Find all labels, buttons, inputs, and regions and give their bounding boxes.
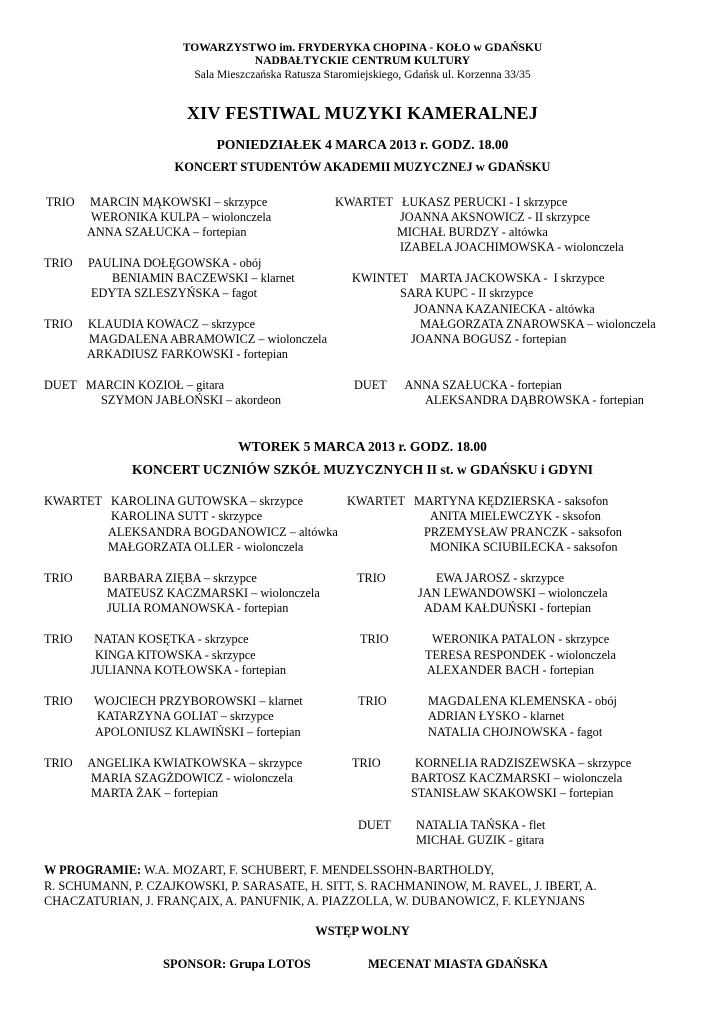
ensemble-line: EDYTA SZLESZYŃSKA – fagot xyxy=(91,286,258,300)
ensemble-line: PRZEMYSŁAW PRANCZK - saksofon xyxy=(424,525,622,539)
day1-subtitle: KONCERT STUDENTÓW AKADEMII MUZYCZNEJ w GDAŃSKU xyxy=(174,160,551,174)
ensemble-line: BENIAMIN BACZEWSKI – klarnet xyxy=(112,271,295,285)
ensemble-line: NATALIA TAŃSKA - flet xyxy=(416,818,546,832)
ensemble-line: MONIKA SCIUBILECKA - saksofon xyxy=(430,540,618,554)
program-line xyxy=(44,863,494,878)
ensemble-line: BARTOSZ KACZMARSKI – wiolonczela xyxy=(411,771,623,785)
venue: Sala Mieszczańska Ratusza Staromiejskiego, Gdańsk ul. Korzenna 33/35 xyxy=(194,69,531,81)
ensemble-line: ANNA SZAŁUCKA – fortepian xyxy=(87,225,247,239)
ensemble-line: KORNELIA RADZISZEWSKA – skrzypce xyxy=(415,756,632,770)
ensemble-line: ADRIAN ŁYSKO - klarnet xyxy=(428,709,565,723)
ensemble-line: MICHAŁ GUZIK - gitara xyxy=(416,833,545,847)
ensemble-line: MAŁGORZATA OLLER - wiolonczela xyxy=(108,540,304,554)
ensemble-line: JOANNA KAZANIECKA - altówka xyxy=(414,302,595,316)
ensemble-line: ALEKSANDRA BOGDANOWICZ – altówka xyxy=(108,525,338,539)
ensemble-line: IZABELA JOACHIMOWSKA - wiolonczela xyxy=(400,240,624,254)
ensemble-line: TRIO xyxy=(358,694,387,708)
ensemble-line: KINGA KITOWSKA - skrzypce xyxy=(95,648,256,662)
ensemble-line: ANITA MIELEWCZYK - sksofon xyxy=(430,509,601,523)
ensemble-line: TRIO xyxy=(360,632,389,646)
ensemble-line: DUET ANNA SZAŁUCKA - fortepian xyxy=(354,378,562,392)
ensemble-line: KATARZYNA GOLIAT – skrzypce xyxy=(97,709,274,723)
ensemble-line: ALEXANDER BACH - fortepian xyxy=(427,663,595,677)
ensemble-line: TRIO WOJCIECH PRZYBOROWSKI – klarnet xyxy=(44,694,303,708)
ensemble-line: TRIO xyxy=(352,756,381,770)
ensemble-line: JOANNA AKSNOWICZ - II skrzypce xyxy=(400,210,590,224)
program-line: R. SCHUMANN, P. CZAJKOWSKI, P. SARASATE, H. SITT, S. RACHMANINOW, M. RAVEL, J. IBERT, A. xyxy=(44,879,597,893)
ensemble-line: JAN LEWANDOWSKI – wiolonczela xyxy=(418,586,608,600)
ensemble-line: MAŁGORZATA ZNAROWSKA – wiolonczela xyxy=(420,317,656,331)
ensemble-line: WERONIKA PATALON - skrzypce xyxy=(432,632,610,646)
ensemble-line: TRIO xyxy=(357,571,386,585)
ensemble-line: DUET xyxy=(358,818,391,832)
program-composers: W.A. MOZART, F. SCHUBERT, F. MENDELSSOHN-BARTHOLDY, xyxy=(141,863,494,877)
ensemble-line: MICHAŁ BURDZY - altówka xyxy=(397,225,548,239)
ensemble-line: EWA JAROSZ - skrzypce xyxy=(436,571,565,585)
ensemble-line: TRIO KLAUDIA KOWACZ – skrzypce xyxy=(44,317,256,331)
ensemble-line: DUET MARCIN KOZIOŁ – gitara xyxy=(44,378,225,392)
ensemble-line: MAGDALENA ABRAMOWICZ – wiolonczela xyxy=(89,332,328,346)
day2-date: WTOREK 5 MARCA 2013 r. GODZ. 18.00 xyxy=(238,439,487,454)
ensemble-line: STANISŁAW SKAKOWSKI – fortepian xyxy=(411,786,614,800)
sponsor: SPONSOR: Grupa LOTOS xyxy=(163,957,311,971)
ensemble-line: ADAM KAŁDUŃSKI - fortepian xyxy=(424,601,592,615)
ensemble-line: WERONIKA KULPA – wiolonczela xyxy=(91,210,272,224)
ensemble-line: SZYMON JABŁOŃSKI – akordeon xyxy=(101,393,282,407)
ensemble-line: MARTA ŻAK – fortepian xyxy=(91,786,219,800)
ensemble-line: MAGDALENA KLEMENSKA - obój xyxy=(428,694,617,708)
ensemble-line: KWARTET MARTYNA KĘDZIERSKA - saksofon xyxy=(347,494,609,508)
city-patron: MECENAT MIASTA GDAŃSKA xyxy=(368,957,548,971)
ensemble-line: JULIA ROMANOWSKA - fortepian xyxy=(107,601,289,615)
centre-name: NADBAŁTYCKIE CENTRUM KULTURY xyxy=(254,55,471,67)
program-label: W PROGRAMIE: xyxy=(44,863,142,877)
day1-date: PONIEDZIAŁEK 4 MARCA 2013 r. GODZ. 18.00 xyxy=(216,137,509,152)
ensemble-line: TERESA RESPONDEK - wiolonczela xyxy=(425,648,616,662)
ensemble-line: APOLONIUSZ KLAWIŃSKI – fortepian xyxy=(95,725,301,739)
ensemble-line: MATEUSZ KACZMARSKI – wiolonczela xyxy=(107,586,320,600)
program-line: CHACZATURIAN, J. FRANÇAIX, A. PANUFNIK, A. PIAZZOLLA, W. DUBANOWICZ, F. KLEYNJANS xyxy=(44,894,586,908)
ensemble-line: TRIO PAULINA DOŁĘGOWSKA - obój xyxy=(44,256,262,270)
ensemble-line: KWINTET MARTA JACKOWSKA - I skrzypce xyxy=(352,271,605,285)
ensemble-line: ARKADIUSZ FARKOWSKI - fortepian xyxy=(87,347,288,361)
ensemble-line: TRIO NATAN KOSĘTKA - skrzypce xyxy=(44,632,249,646)
organizer: TOWARZYSTWO im. FRYDERYKA CHOPINA - KOŁO w GDAŃSKU xyxy=(182,42,543,54)
ensemble-line: TRIO BARBARA ZIĘBA – skrzypce xyxy=(44,571,257,585)
ensemble-line: KWARTET ŁUKASZ PERUCKI - I skrzypce xyxy=(335,195,568,209)
ensemble-line: MARIA SZAGŻDOWICZ - wiolonczela xyxy=(91,771,293,785)
ensemble-line: TRIO ANGELIKA KWIATKOWSKA – skrzypce xyxy=(44,756,303,770)
free-entry: WSTĘP WOLNY xyxy=(315,924,410,938)
ensemble-line: KWARTET KAROLINA GUTOWSKA – skrzypce xyxy=(44,494,304,508)
ensemble-line: KAROLINA SUTT - skrzypce xyxy=(111,509,263,523)
ensemble-line: TRIO MARCIN MĄKOWSKI – skrzypce xyxy=(46,195,268,209)
ensemble-line: NATALIA CHOJNOWSKA - fagot xyxy=(428,725,603,739)
ensemble-line: SARA KUPC - II skrzypce xyxy=(400,286,534,300)
ensemble-line: JOANNA BOGUSZ - fortepian xyxy=(411,332,567,346)
festival-title: XIV FESTIWAL MUZYKI KAMERALNEJ xyxy=(186,103,539,123)
ensemble-line: JULIANNA KOTŁOWSKA - fortepian xyxy=(91,663,287,677)
ensemble-line: ALEKSANDRA DĄBROWSKA - fortepian xyxy=(425,393,644,407)
day2-subtitle: KONCERT UCZNIÓW SZKÓŁ MUZYCZNYCH II st. w GDAŃSKU i GDYNI xyxy=(131,462,594,477)
